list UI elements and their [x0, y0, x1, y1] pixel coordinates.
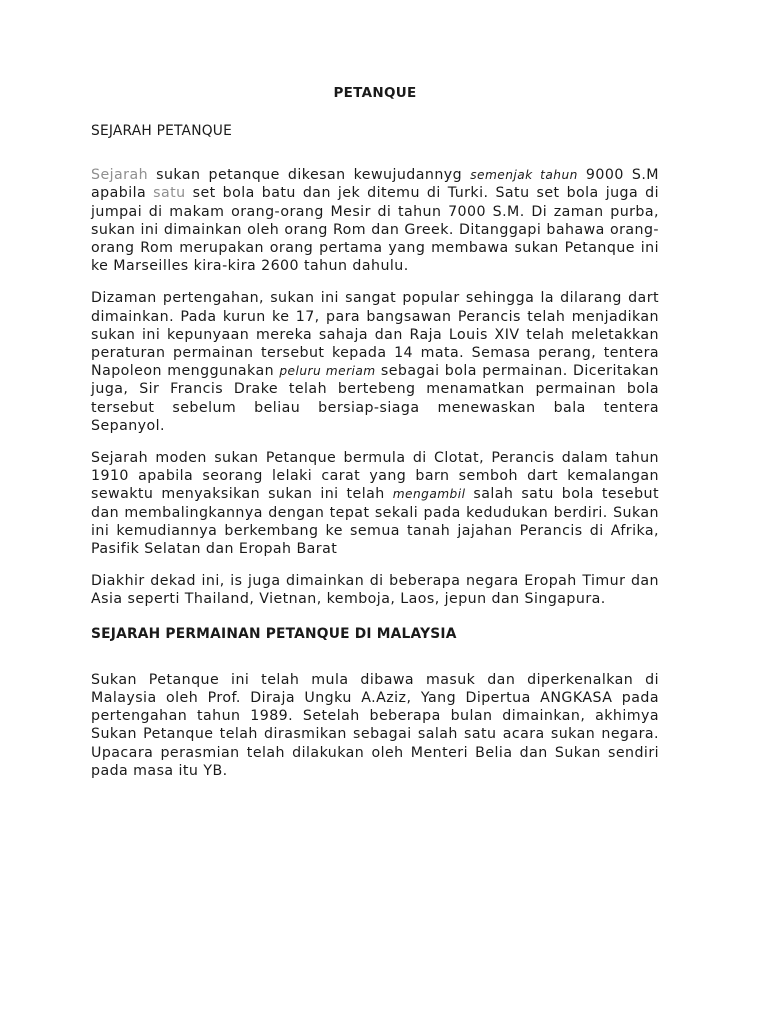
- italic-span: peluru meriam: [279, 364, 376, 379]
- italic-span: mengambil: [392, 487, 466, 502]
- paragraph-modern-history: [91, 449, 659, 558]
- text-span: Dizaman pertengahan, sukan ini sangat popular sehingga la dilarang dart dimainkan. Pada kurun ke 17, para bangsawan Perancis telah menjadikan sukan ini kepunyaan mereka sahaja dan Raja Louis XIV telah meletakkan peraturan permainan tersebut kepada 14 mata. Semasa perang, tentera Napoleon menggunakan: [91, 290, 659, 380]
- text-span: salah satu bola tesebut dan membalingkannya dengan tepat sekali pada kedudukan berdiri. Sukan ini kemudiannya berkembang ke semua tanah jajahan Perancis di Afrika, Pasifik Selatan dan Eropah Barat: [91, 486, 659, 558]
- document-title: PETANQUE: [333, 85, 417, 101]
- section-heading-malaysia: SEJARAH PERMAINAN PETANQUE DI MALAYSIA: [91, 625, 457, 642]
- paragraph-middle-ages: [91, 289, 659, 435]
- text-span: Sejarah moden sukan Petanque bermula di Clotat, Perancis dalam tahun 1910 apabila seorang lelaki carat yang barn semboh dart kemalangan sewaktu menyaksikan sukan ini telah: [91, 450, 659, 503]
- text-span: 9000 S.M apabila: [91, 167, 660, 202]
- text-span: sebagai bola permainan. Diceritakan juga, Sir Francis Drake telah bertebeng menamatkan permainan bola tersebut sebelum beliau bersiap-siaga menewaskan bala tentera Sepanyol.: [91, 363, 659, 434]
- italic-span: semenjak tahun: [470, 168, 578, 183]
- paragraph-malaysia-history: Sukan Petanque ini telah mula dibawa masuk dan diperkenalkan di Malaysia oleh Prof. Diraja Ungku A.Aziz, Yang Dipertua ANGKASA pada pertengahan tahun 1989. Setelah beberapa bulan dimainkan, akhimya Sukan Petanque telah dirasmikan sebagai salah satu acara sukan negara. Upacara perasmian telah dilakukan oleh Menteri Belia dan Sukan sendiri pada masa itu YB.: [91, 671, 659, 779]
- section-heading-sejarah: SEJARAH PETANQUE: [91, 123, 232, 139]
- link-satu[interactable]: satu: [153, 185, 186, 202]
- paragraph-recent-decade: Diakhir dekad ini, is juga dimainkan di beberapa negara Eropah Timur dan Asia seperti Thailand, Vietnan, kemboja, Laos, jepun dan Singapura.: [91, 573, 659, 608]
- text-span: sukan petanque dikesan kewujudannyg: [148, 167, 471, 184]
- paragraph-history-origin: [91, 166, 659, 275]
- text-span: set bola batu dan jek ditemu di Turki. Satu set bola juga di jumpai di makam orang-orang Mesir di tahun 7000 S.M. Di zaman purba, sukan ini dimainkan oleh orang Rom dan Greek. Ditanggapi bahawa orang-orang Rom merupakan orang pertama yang membawa sukan Petanque ini ke Marseilles kira-kira 2600 tahun dahulu.: [91, 185, 659, 275]
- document-body: [91, 84, 659, 794]
- link-sejarah[interactable]: Sejarah: [91, 167, 149, 184]
